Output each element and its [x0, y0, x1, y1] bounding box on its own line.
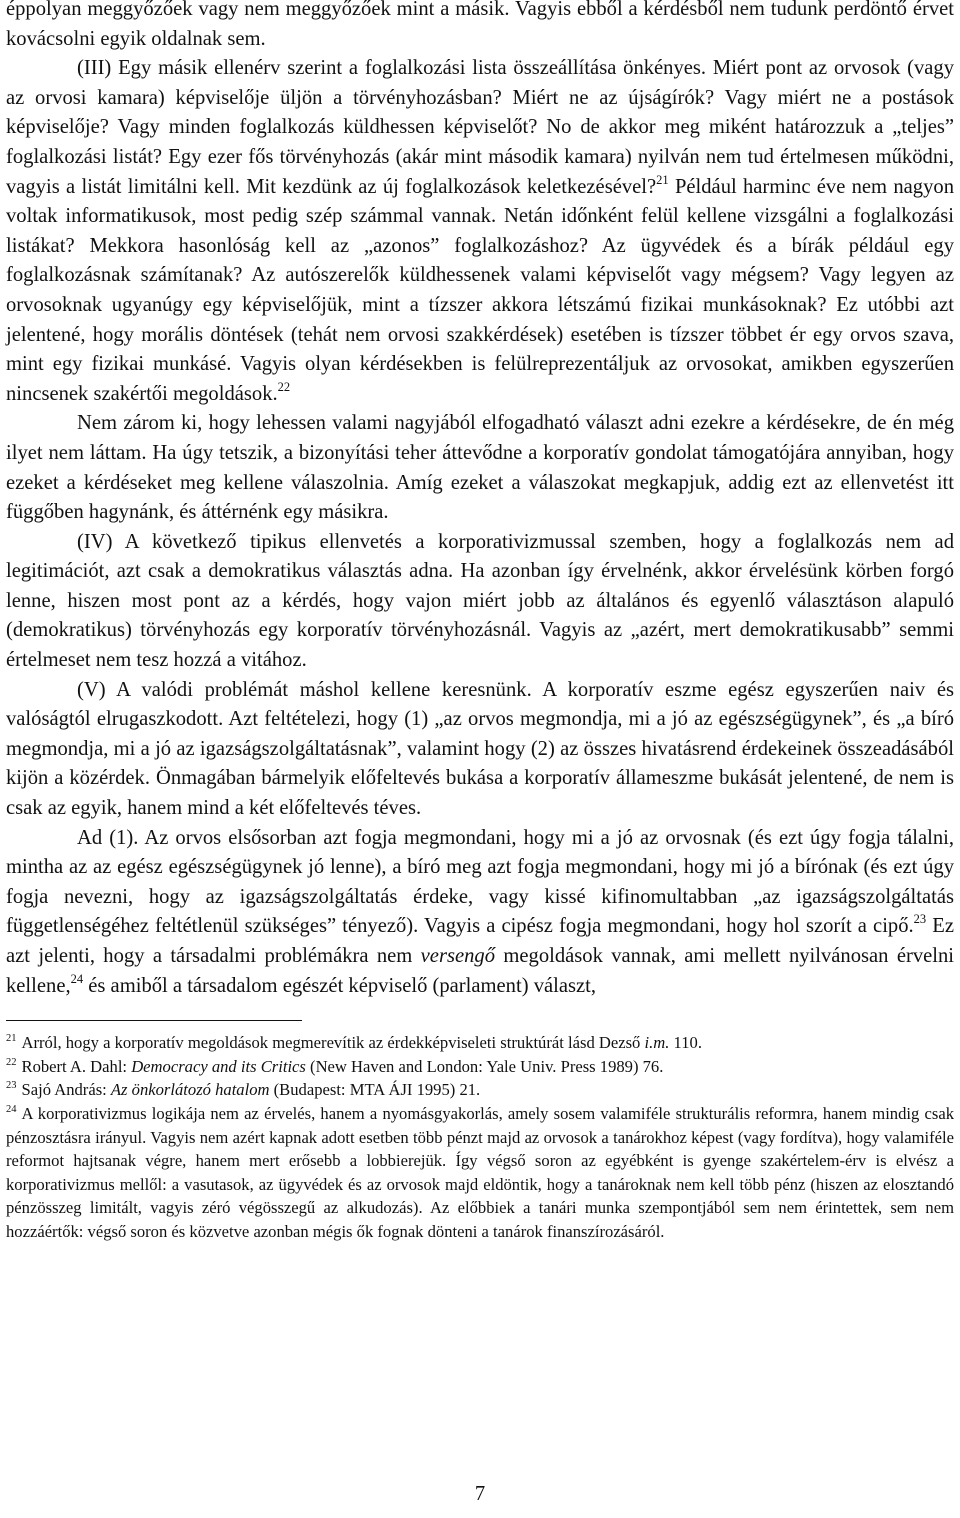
text-run: Például harminc éve nem nagyon voltak informatikusok, most pedig szép számmal vannak. Netán időnként felül kellene vizsgálni a foglalkozási listákat? Mekkora hasonlóság kell az „azonos” foglalkozáshoz? Az ügyvédek és a bírák például egy foglalkozásnak számítanak? Az autószerelők küldhessenek valami képviselőt vagy mégsem? Vagy legyen az orvosoknak ugyanúgy egy képviselőjük, mint a tízszer akkora létszámú fizikai munkásoknak? Ez utóbbi azt jelentené, hogy morális döntések (tehát nem orvosi szakkérdések) esetében is tízszer többet ér egy orvos szava, mint egy fizikai munkásé. Vagyis olyan kérdésekben is felülreprezentáljuk az orvosokat, amikben egyszerűen nincsenek szakértői megoldások. — [6, 175, 954, 405]
footnote — [6, 1031, 954, 1055]
text-run: (V) A valódi problémát máshol kellene keresnünk. A korporatív eszme egész egyszerűen naiv és valóságtól elrugaszkodott. Azt feltételezi, hogy (1) „az orvos megmondja, mi a jó az egészségügynek”, és „a bíró megmondja, mi a jó az igazságszolgáltatásnak”, valamint hogy (2) az összes hivatásrend érdekeinek összeadásából kijön a közérdek. Önmagában bármelyik előfeltevés bukása a korporatív állameszme bukását jelentené, de nem is csak az egyik, hanem mind a két előfeltevés téves. — [6, 678, 954, 820]
text-run: A korporativizmus logikája nem az érvelés, hanem a nyomásgyakorlás, amely sosem valamiféle strukturális reformra, hanem mindig csak pénzosztásra irányul. Vagyis nem azért kapnak adott esetben több pénzt majd az orvosok a tanárokhoz képest (vagy fordítva), hogy valamiféle reformot hajtsanak végre, hanem mert erősebb a lobbierejük. Így végső soron az egyébként is gyenge szakértelem-érv is elvész a korporativizmus mellől: a vasutasok, az ügyvédek és az orvosok majd eldöntik, hogy a tanároknak nem kell több pénz (hiszen az elosztandó pénzösszeg limitált, vagyis zéró végösszegű az alkudozás). Az előbbiek a tanári munka szempontjából sem nem érintettek, sem nem hozzáértők: végső soron és közvetve azonban mégis ők fognak dönteni a tanárok finanszírozásáról. — [6, 1103, 954, 1241]
italic-text: Az önkorlátozó hatalom — [110, 1080, 270, 1100]
footnote-number: 23 — [6, 1080, 17, 1092]
footnote-ref: 21 — [656, 172, 669, 187]
footnote — [6, 1102, 954, 1244]
italic-text: Democracy and its Critics — [131, 1056, 306, 1076]
footnotes — [6, 1031, 954, 1243]
footnote-separator — [6, 1020, 302, 1021]
text-run: megoldások vannak, ami mellett nyilvánosan érvelni kellene, — [6, 945, 954, 997]
italic-text: i.m. — [644, 1033, 670, 1053]
text-run: éppolyan meggyőzőek vagy nem meggyőzőek mint a másik. Vagyis ebből a kérdésből nem tudunk perdöntő érvet kovácsolni egyik oldalnak sem. — [6, 0, 954, 50]
text-run: Ad (1). Az orvos elsősorban azt fogja megmondani, hogy mi a jó az orvosnak (és ezt úgy fogja tálalni, mintha az az egész egészségügynek jó lenne), a bíró meg azt fogja megmondani, hogy mi jó a bírónak (és ezt úgy fogja nevezni, hogy az igazságszolgáltatás érdeke, vagy kissé kifinomultabban „az igazságszolgáltatás függetlenségéhez feltétlenül szükséges” tényező). Vagyis a cipész fogja megmondani, hogy hol szorít a cipő. — [6, 826, 954, 938]
text-run: Nem zárom ki, hogy lehessen valami nagyjából elfogadható választ adni ezekre a kérdésekre, de én még ilyet nem láttam. Ha úgy tetszik, a bizonyítási teher áttevődne a korporatív gondolat támogatójára annyiban, hogy ezeket a kérdéseket meg kellene válaszolnia. Amíg ezeket a válaszokat megkapjuk, addig ezt az ellenvetést itt függőben hagynánk, és áttérnénk egy másikra. — [6, 412, 954, 524]
paragraph — [6, 824, 954, 1002]
text-run: Sajó András: — [21, 1080, 111, 1100]
paragraph — [6, 528, 954, 676]
italic-text: versengő — [420, 945, 496, 967]
paragraph — [6, 409, 954, 527]
footnote-number: 21 — [6, 1033, 17, 1045]
text-run: (New Haven and London: Yale Univ. Press 1989) 76. — [305, 1056, 664, 1076]
text-run: Ez azt jelenti, hogy a társadalmi problémákra nem — [6, 915, 955, 967]
page-number: 7 — [474, 1483, 486, 1505]
paragraph — [6, 54, 954, 409]
footnote-ref: 24 — [70, 971, 84, 986]
footnote-number: 24 — [6, 1103, 17, 1115]
footnote-number: 22 — [6, 1056, 17, 1068]
text-run: (IV) A következő tipikus ellenvetés a korporativizmussal szemben, hogy a foglalkozás nem ad legitimációt, azt csak a demokratikus választás adna. Ha azonban így érvelnénk, akkor érvelésünk körben forgó lenne, hiszen most pont az a kérdés, hogy vajon miért jobb az általános és egyenlő választáson alapuló (demokratikus) törvényhozás egy korporatív törvényhozásnál. Vagyis az „azért, mert demokratikusabb” semmi értelmeset nem tesz hozzá a vitához. — [6, 530, 954, 672]
paragraph — [6, 0, 954, 54]
text-run: Robert A. Dahl: — [21, 1056, 132, 1076]
paragraph — [6, 676, 954, 824]
document-page — [6, 0, 954, 1244]
text-run: (III) Egy másik ellenérv szerint a foglalkozási lista összeállítása önkényes. Miért pont az orvosok (vagy az orvosi kamara) képviselője üljön a törvényhozásban? Miért ne az újságírók? Vagy miért ne a postások képviselője? Vagy minden foglalkozás küldhessen képviselőt? No de akkor meg miként határozzuk a „teljes” foglalkozási listát? Egy ezer fős törvényhozás (akár mint második kamara) nyilván nem tud értelmesen működni, vagyis a listát limitálni kell. Mit kezdünk az új foglalkozások keletkezésével? — [6, 57, 954, 198]
text-run: és amiből a társadalom egészét képviselő (parlament) választ, — [83, 974, 597, 997]
text-run: 110. — [669, 1033, 702, 1053]
text-run: (Budapest: MTA ÁJI 1995) 21. — [269, 1080, 481, 1100]
footnote — [6, 1055, 954, 1079]
text-run: Arról, hogy a korporatív megoldások megmerevítik az érdekképviseleti struktúrát lásd Dezső — [21, 1033, 645, 1053]
footnote — [6, 1078, 954, 1102]
footnote-ref: 22 — [277, 379, 291, 394]
body-text — [6, 0, 954, 1001]
footnote-ref: 23 — [913, 912, 927, 927]
